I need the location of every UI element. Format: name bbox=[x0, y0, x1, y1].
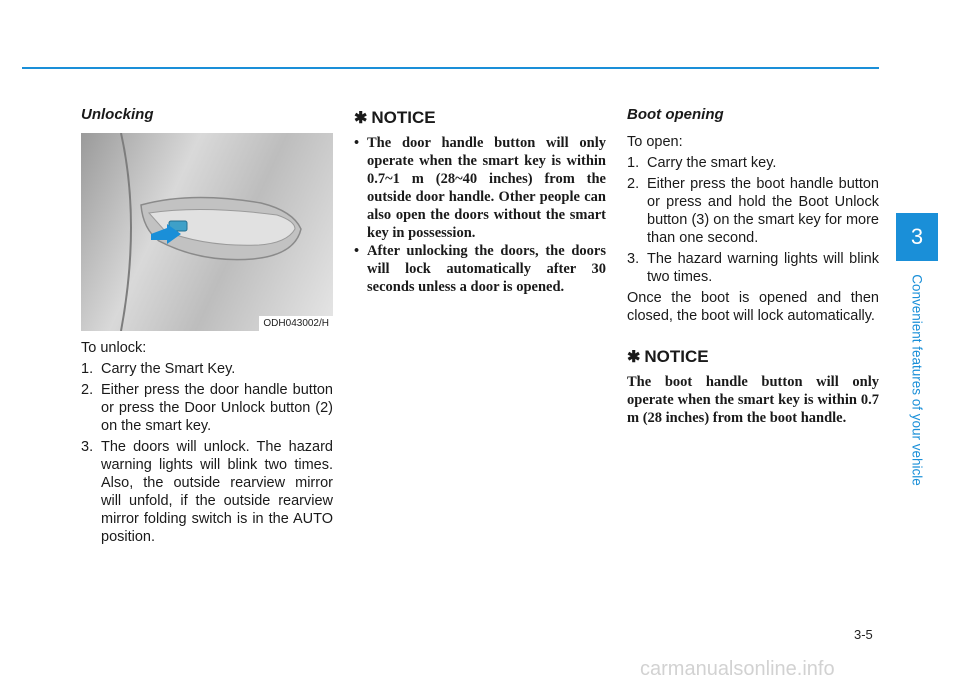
notice-star-icon: ✱ bbox=[354, 110, 368, 127]
list-item: 1. Carry the smart key. bbox=[627, 155, 777, 171]
notice-title: NOTICE bbox=[644, 347, 709, 366]
notice-title: NOTICE bbox=[371, 108, 436, 127]
boot-closing-text: Once the boot is opened and then closed, the boot will lock automatically. bbox=[627, 290, 879, 324]
boot-opening-heading: Boot opening bbox=[627, 106, 724, 123]
boot-notice-heading bbox=[627, 347, 879, 367]
list-item: 2. Either press the boot handle button or press and hold the Boot Unlock button (3) on the smart key for more than one second. bbox=[627, 176, 879, 246]
list-item: • After unlocking the doors, the doors will lock automatically after 30 seconds unless a door is opened. bbox=[354, 243, 606, 295]
page-number: 3-5 bbox=[854, 627, 873, 642]
chapter-title: Convenient features of your vehicle bbox=[909, 274, 925, 486]
list-item: • The door handle button will only operate when the smart key is within 0.7~1 m (28~40 inches) from the outside door handle. Other people can also open the doors without the smart key in possession. bbox=[354, 135, 606, 241]
door-handle-illustration bbox=[81, 133, 333, 331]
list-item: 3. The hazard warning lights will blink two times. bbox=[627, 251, 879, 285]
list-item: 3. The doors will unlock. The hazard warning lights will blink two times. Also, the outside rearview mirror will unfold, if the outside rearview mirror folding switch is in the AUTO position. bbox=[81, 439, 333, 545]
watermark: carmanualsonline.info bbox=[640, 658, 835, 680]
list-item: 2. Either press the door handle button or press the Door Unlock button (2) on the smart key. bbox=[81, 382, 333, 434]
chapter-tab: 3 bbox=[896, 213, 938, 261]
boot-intro: To open: bbox=[627, 134, 683, 150]
image-caption: ODH043002/H bbox=[259, 316, 333, 331]
notice-heading bbox=[354, 108, 606, 128]
door-handle-photo bbox=[81, 133, 333, 331]
boot-steps bbox=[627, 154, 879, 286]
unlock-intro: To unlock: bbox=[81, 340, 147, 356]
notice-star-icon: ✱ bbox=[627, 349, 641, 366]
notice-bullets bbox=[354, 134, 606, 296]
boot-opening-section bbox=[627, 106, 879, 427]
unlock-steps bbox=[81, 360, 333, 546]
top-rule bbox=[22, 67, 879, 69]
boot-notice-text: The boot handle button will only operate when the smart key is within 0.7 m (28 inches) from the boot handle. bbox=[627, 374, 879, 426]
list-item: 1. Carry the Smart Key. bbox=[81, 361, 236, 377]
notice-section-doors bbox=[354, 106, 606, 296]
unlocking-heading: Unlocking bbox=[81, 106, 154, 123]
unlocking-section bbox=[81, 106, 333, 549]
